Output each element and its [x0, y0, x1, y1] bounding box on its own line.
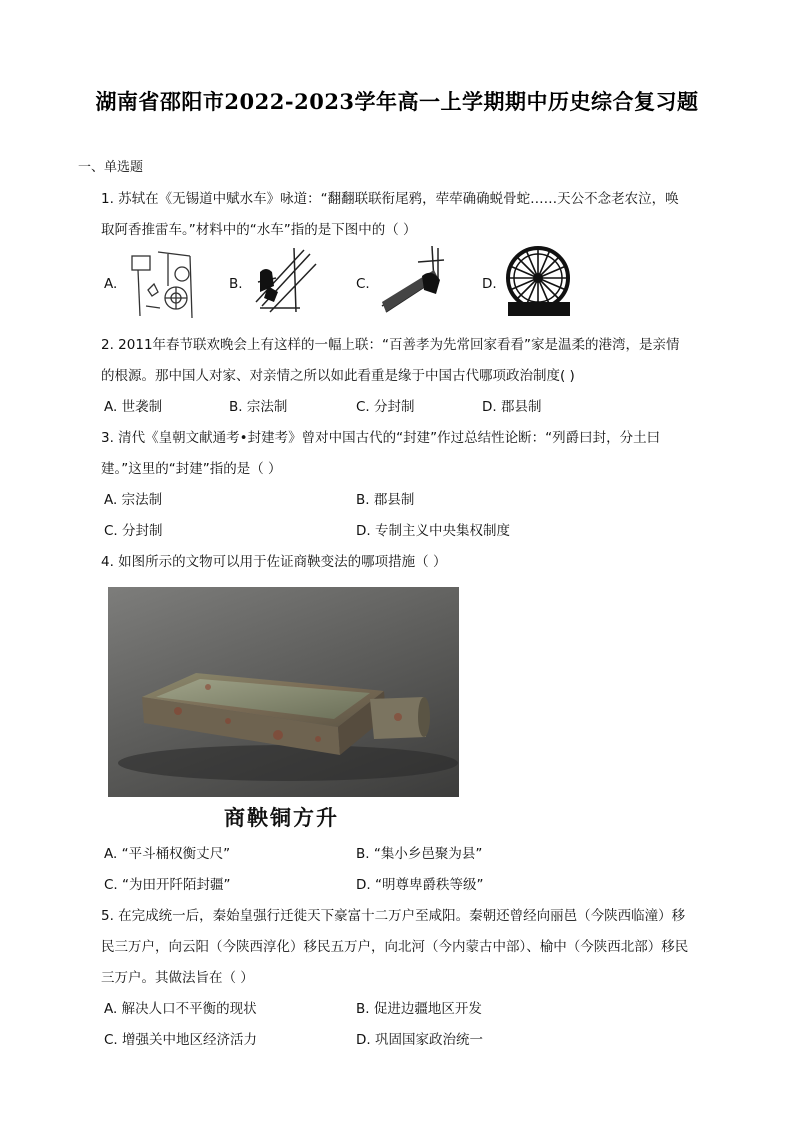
photo-caption: 商鞅铜方升 [224, 805, 339, 830]
q3-line-2: 建。”这里的“封建”指的是（ ） [101, 461, 282, 477]
q4-option-d[interactable]: D. “明尊卑爵秩等级” [356, 877, 484, 893]
q4-option-b[interactable]: B. “集小乡邑聚为县” [356, 846, 483, 862]
q3-option-d[interactable]: D. 专制主义中央集权制度 [356, 523, 510, 539]
q3-option-c[interactable]: C. 分封制 [104, 523, 163, 539]
q1-line-1: 1. 苏轼在《无锡道中赋水车》咏道：“翻翻联联衔尾鸦，荦荦确确蜕骨蛇……天公不念老农泣，唤 [101, 191, 679, 207]
q5-option-b[interactable]: B. 促进边疆地区开发 [356, 1001, 482, 1017]
q3-line-1: 3. 清代《皇朝文献通考•封建考》曾对中国古代的“封建”作过总结性论断：“列爵曰封，分土曰 [101, 430, 661, 446]
q4-line-1: 4. 如图所示的文物可以用于佐证商鞅变法的哪项措施（ ） [101, 554, 447, 570]
q1-option-a-label: A. [104, 276, 118, 292]
q2-option-b[interactable]: B. 宗法制 [229, 399, 288, 415]
q5-option-c[interactable]: C. 增强关中地区经济活力 [104, 1032, 258, 1048]
q5-line-1: 5. 在完成统一后，秦始皇强行迁徙天下豪富十二万户至咸阳。秦朝还曾经向丽邑（今陕西临潼）移 [101, 908, 686, 924]
q5-line-2: 民三万户，向云阳（今陕西淳化）移民五万户，向北河（今内蒙古中部）、榆中（今陕西北部）移民 [101, 939, 689, 955]
q3-option-b[interactable]: B. 郡县制 [356, 492, 415, 508]
water-wheel-machinery-illustration [128, 246, 198, 320]
q4-option-c[interactable]: C. “为田开阡陌封疆” [104, 877, 231, 893]
q5-option-d[interactable]: D. 巩固国家政治统一 [356, 1032, 483, 1048]
q2-option-d[interactable]: D. 郡县制 [482, 399, 542, 415]
q1-option-d-label: D. [482, 276, 497, 292]
tall-water-wheel-illustration [504, 244, 574, 318]
q1-option-b-label: B. [229, 276, 243, 292]
q5-option-a[interactable]: A. 解决人口不平衡的现状 [104, 1001, 257, 1017]
treadle-pump-illustration [250, 242, 320, 316]
bronze-measure-photo [108, 587, 459, 797]
q4-option-a[interactable]: A. “平斗桶权衡丈尺” [104, 846, 231, 862]
q1-option-c-label: C. [356, 276, 370, 292]
q1-line-2: 取阿香推雷车。”材料中的“水车”指的是下图中的（ ） [101, 222, 417, 238]
q2-option-a[interactable]: A. 世袭制 [104, 399, 163, 415]
q2-line-2: 的根源。那中国人对家、对亲情之所以如此看重是缘于中国古代哪项政治制度( ) [101, 368, 575, 384]
section-heading: 一、单选题 [78, 160, 144, 175]
q2-option-c[interactable]: C. 分封制 [356, 399, 415, 415]
page-title: 湖南省邵阳市2022-2023学年高一上学期期中历史综合复习题 [95, 89, 699, 114]
q2-line-1: 2. 2011年春节联欢晚会上有这样的一幅上联：“百善孝为先常回家看看”家是温柔的港湾，是亲情 [101, 337, 680, 353]
q3-option-a[interactable]: A. 宗法制 [104, 492, 163, 508]
dragon-backbone-water-lift-illustration [378, 242, 448, 316]
q5-line-3: 三万户。其做法旨在（ ） [101, 970, 254, 986]
